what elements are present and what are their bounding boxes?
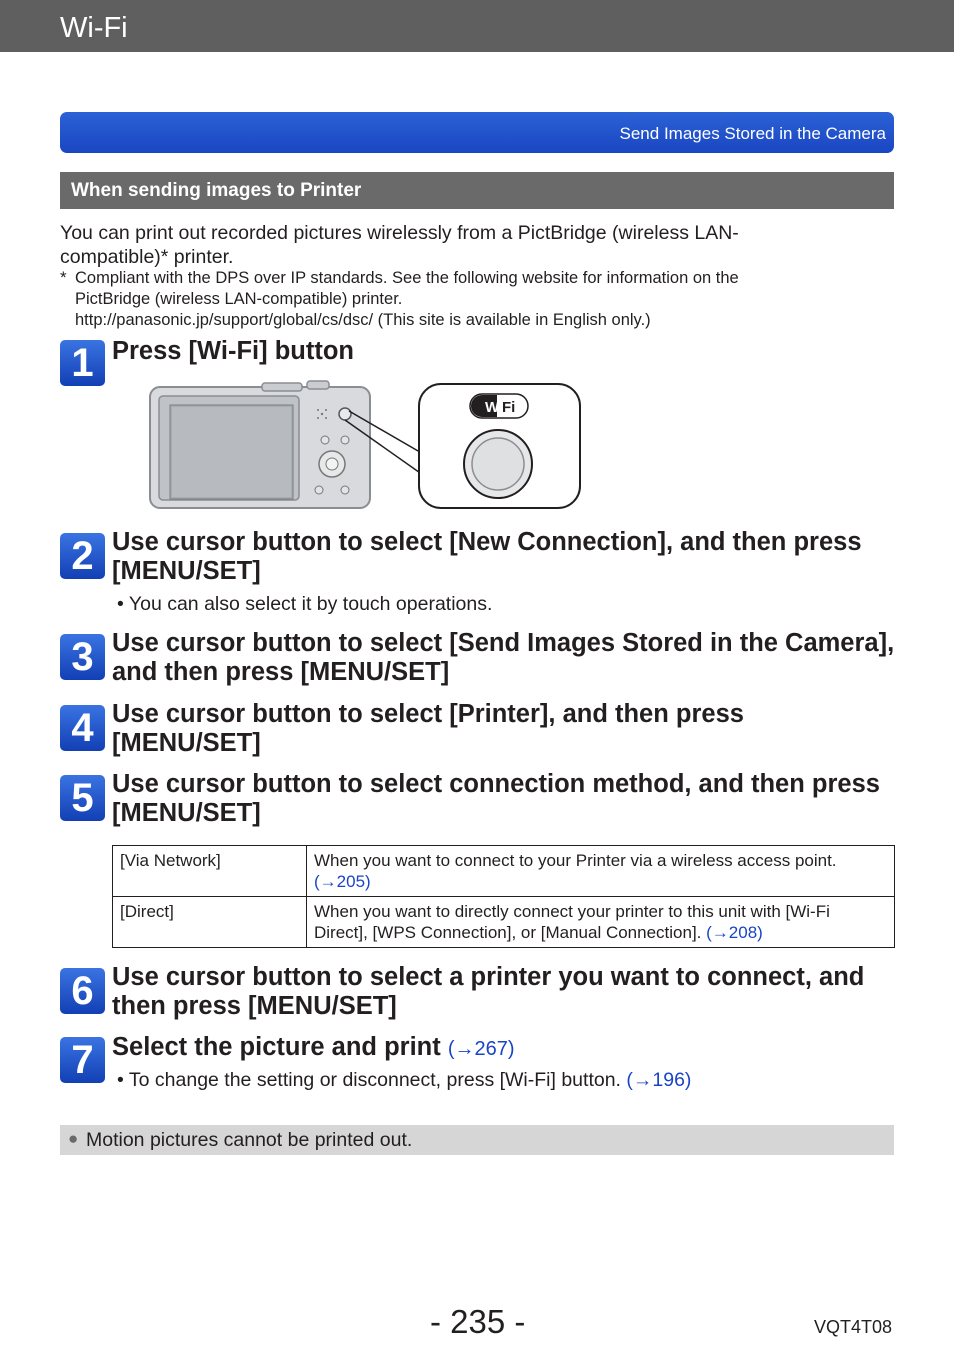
table-cell-description: When you want to directly connect your printer to this unit with [Wi-Fi Direct], [WPS Connection], or [Manual Connection]. (→208)	[307, 897, 895, 948]
page-ref-link[interactable]: (→267)	[447, 1038, 515, 1060]
chapter-title: Wi-Fi	[60, 12, 128, 44]
topic-banner-label: Send Images Stored in the Camera	[619, 124, 886, 143]
intro-text: You can print out recorded pictures wirelessly from a PictBridge (wireless LAN-compatible)* printer.	[60, 222, 739, 268]
step-2-note: • You can also select it by touch operations.	[117, 593, 493, 615]
step-number-5: 5	[60, 775, 105, 821]
table-cell-option: [Via Network]	[113, 846, 307, 897]
step-title-3: Use cursor button to select [Send Images Stored in the Camera], and then press [MENU/SET]	[112, 629, 895, 686]
step-title-1: Press [Wi-Fi] button	[112, 337, 355, 365]
footnote	[75, 268, 875, 331]
topic-banner	[60, 112, 894, 153]
table-cell-option: [Direct]	[113, 897, 307, 948]
page-ref-link[interactable]: (→208)	[706, 923, 763, 942]
camera-illustration	[147, 380, 583, 512]
document-code: VQT4T08	[814, 1317, 893, 1337]
svg-text:Wi: Wi	[485, 399, 504, 416]
step-title-2: Use cursor button to select [New Connection], and then press [MENU/SET]	[112, 528, 862, 585]
table-cell-description: When you want to connect to your Printer via a wireless access point. (→205)	[307, 846, 895, 897]
step-number-2: 2	[60, 533, 105, 579]
note-box	[60, 1125, 894, 1155]
step-title-4: Use cursor button to select [Printer], and then press [MENU/SET]	[112, 700, 744, 757]
step-number-3: 3	[60, 634, 105, 680]
step-title-5: Use cursor button to select connection method, and then press [MENU/SET]	[112, 770, 880, 827]
section-heading	[60, 172, 894, 209]
table-row	[113, 846, 895, 897]
wifi-badge-icon	[470, 394, 528, 418]
step-number-7: 7	[60, 1037, 105, 1083]
step-number-6: 6	[60, 968, 105, 1014]
header-bar	[0, 0, 954, 52]
connection-method-table	[112, 845, 895, 948]
footnote-line: Compliant with the DPS over IP standards. See the following website for information on the	[75, 269, 739, 287]
step-number-4: 4	[60, 705, 105, 751]
step-number-1: 1	[60, 340, 105, 386]
page-number: - 235 -	[430, 1303, 526, 1340]
page-ref-link[interactable]: (→196)	[626, 1069, 692, 1091]
svg-text:Fi: Fi	[502, 399, 516, 416]
footnote-line: PictBridge (wireless LAN-compatible) printer.	[75, 290, 403, 308]
bullet-icon: ●	[68, 1129, 79, 1148]
table-row	[113, 897, 895, 948]
step-7-note: • To change the setting or disconnect, press [Wi-Fi] button. (→196)	[117, 1069, 692, 1091]
footnote-mark: *	[60, 268, 67, 287]
footnote-url: http://panasonic.jp/support/global/cs/dsc/ (This site is available in English only.)	[75, 311, 651, 329]
page-ref-link[interactable]: (→205)	[314, 872, 371, 891]
step-title-7: Select the picture and print (→267)	[112, 1033, 515, 1061]
step-title-6: Use cursor button to select a printer you want to connect, and then press [MENU/SET]	[112, 963, 865, 1020]
camera-wifi-button	[339, 408, 351, 420]
note-text: Motion pictures cannot be printed out.	[86, 1129, 413, 1151]
section-title: When sending images to Printer	[71, 180, 362, 201]
